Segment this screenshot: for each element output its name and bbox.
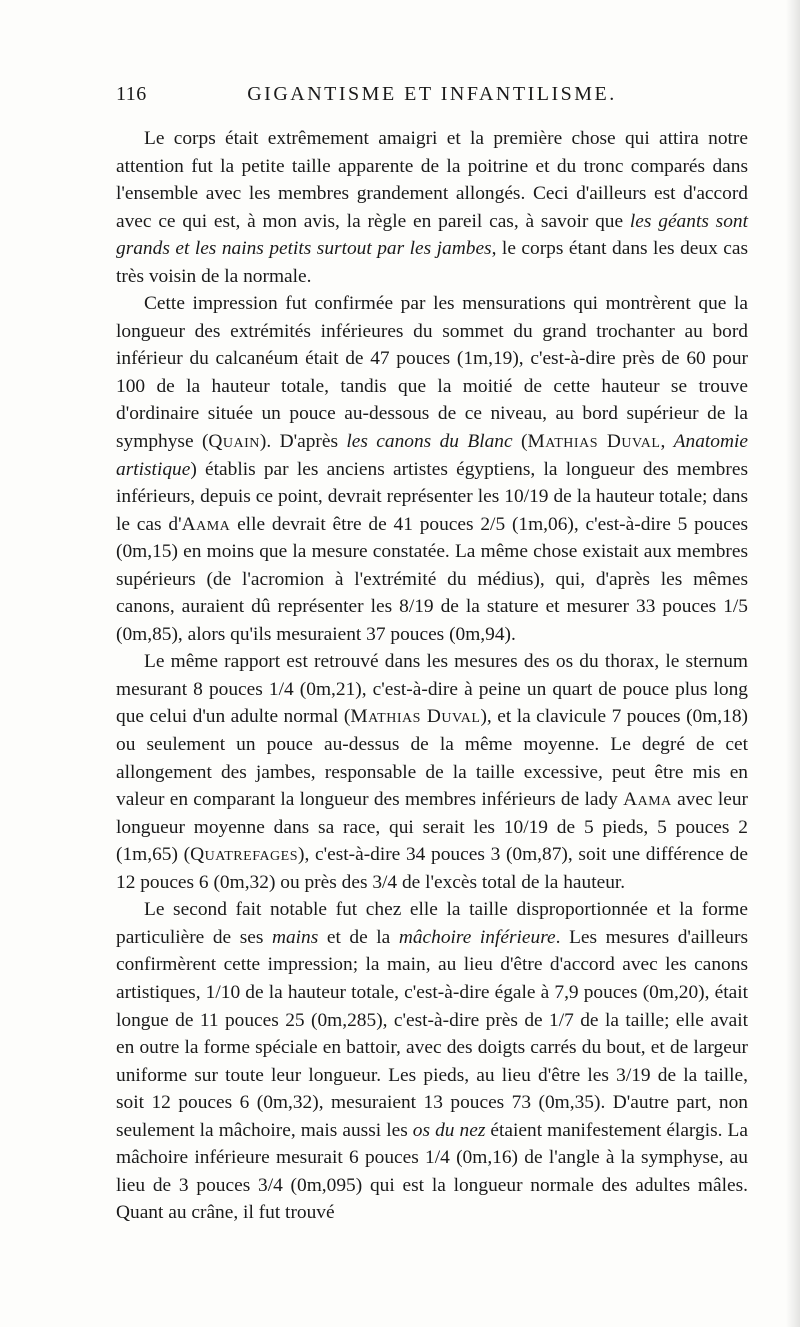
emphasis-os-du-nez: os du nez	[412, 1119, 486, 1141]
page-edge-shadow	[786, 0, 800, 1327]
paragraph-3: Le même rapport est retrouvé dans les mesures des os du thorax, le sternum mesurant 8 pouces 1/4 (0m,21), c'est-à-dire à peine un quart de pouce plus long que celui d'un adulte normal (Mathias Duval), et la clavicule 7 pouces (0m,18) ou seulement un pouce au-dessus de la même moyenne. Le degré de cet allongement des jambes, responsable de la taille excessive, peut être mis en valeur en comparant la longueur des membres inférieurs de lady Aama avec leur longueur moyenne dans sa race, qui serait les 10/19 de 5 pieds, 5 pouces 2 (1m,65) (Quatrefages), c'est-à-dire 34 pouces 3 (0m,87), soit une différence de 12 pouces 6 (0m,32) ou près des 3/4 de l'excès total de la hauteur.	[116, 651, 749, 893]
paragraph-1: Le corps était extrêmement amaigri et la première chose qui attira notre attention fut la petite taille apparente de la poitrine et du tronc comparés dans l'ensemble avec les membres grandement allongés. Ceci d'ailleurs est d'accord avec ce qui est, à mon avis, la règle en pareil cas, à savoir que les géants sont grands et les nains petits surtout par les jambes, le corps étant dans les deux cas très voisin de la normale.	[116, 128, 749, 287]
emphasis-machoire: mâchoire inférieure	[398, 926, 556, 948]
paragraph-4: Le second fait notable fut chez elle la taille disproportionnée et la forme particulière de ses mains et de la mâchoire inférieure. Les mesures d'ailleurs confirmèrent cette impression; la main, au lieu d'être d'accord avec les canons artistiques, 1/10 de la hauteur totale, c'est-à-dire égale à 7,9 pouces (0m,20), était longue de 11 pouces 25 (0m,285), c'est-à-dire près de 1/7 de la taille; elle avait en outre la forme spéciale en battoir, avec des doigts carrés du bout, et de largeur uniforme sur toute leur longueur. Les pieds, au lieu d'être les 3/19 de la taille, soit 12 pouces 6 (0m,32), mesuraient 13 pouces 73 (0m,35). D'autre part, non seulement la mâchoire, mais aussi les os du nez étaient manifestement élargis. La mâchoire inférieure mesurait 6 pouces 1/4 (0m,16) de l'angle à la symphyse, au lieu de 3 pouces 3/4 (0m,095) qui est la longueur normale des adultes mâles. Quant au crâne, il fut trouvé	[116, 899, 749, 1224]
page-number: 116	[116, 83, 147, 105]
emphasis-giants-dwarfs: les géants sont grands et les nains petits surtout par les jambes	[116, 210, 749, 260]
author-quatrefages: Quatrefages	[190, 844, 298, 866]
running-title: GIGANTISME ET INFANTILISME.	[247, 83, 617, 105]
paragraph-2: Cette impression fut confirmée par les mensurations qui montrèrent que la longueur des extrémités inférieures du sommet du grand trochanter au bord inférieur du calcanéum était de 47 pouces (1m,19), c'est-à-dire près de 60 pour 100 de la hauteur totale, tandis que la moitié de cette hauteur se trouve d'ordinaire située un pouce au-dessous de ce niveau, au bord supérieur de la symphyse (Quain). D'après les canons du Blanc (Mathias Duval, Anatomie artistique) établis par les anciens artistes égyptiens, la longueur des membres inférieurs, depuis ce point, devrait représenter les 10/19 de la hauteur totale; dans le cas d'Aama elle devrait être de 41 pouces 2/5 (1m,06), c'est-à-dire 5 pouces (0m,15) en moins que la mesure constatée. La même chose existait aux membres supérieurs (de l'acromion à l'extrémité du médius), qui, d'après les mêmes canons, auraient dû représenter les 8/19 de la stature et mesurer 33 pouces 1/5 (0m,85), alors qu'ils mesuraient 37 pouces (0m,94).	[116, 293, 749, 645]
emphasis-mains: mains	[271, 926, 319, 948]
emphasis-canons: les canons du Blanc	[346, 431, 513, 453]
author-mathias-duval: Mathias Duval	[527, 431, 661, 453]
emphasis-anatomie: Anatomie artistique	[116, 431, 748, 480]
name-aama: Aama	[181, 513, 231, 535]
name-aama: Aama	[623, 789, 672, 811]
author-mathias-duval: Mathias Duval	[350, 706, 481, 728]
running-header	[116, 83, 748, 113]
author-quain: Quain	[208, 431, 260, 453]
body-text	[116, 125, 748, 1227]
